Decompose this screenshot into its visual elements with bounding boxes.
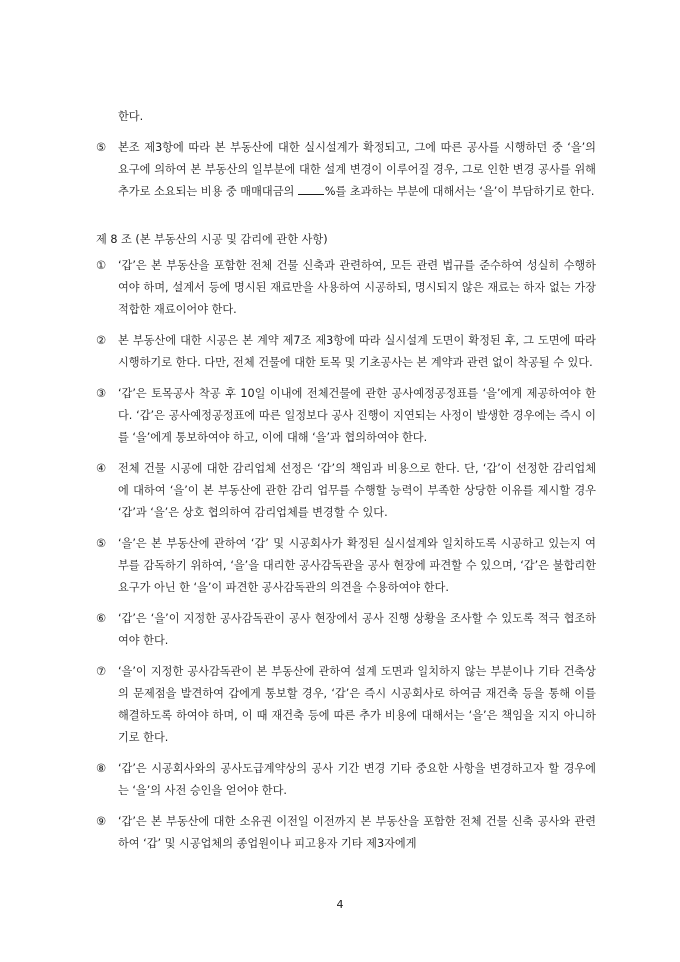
item-number: ② bbox=[96, 334, 107, 347]
item-number: ⑧ bbox=[96, 762, 107, 775]
article-items bbox=[96, 255, 596, 855]
page-content bbox=[96, 106, 596, 855]
item-number: ⑦ bbox=[96, 665, 107, 678]
item-number: ⑨ bbox=[96, 815, 107, 828]
item-text: 전체 건물 시공에 대한 감리업체 선정은 ‘갑’의 책임과 비용으로 한다. 단, ‘갑’이 선정한 감리업체에 대하여 ‘을’이 본 부동산에 관한 감리 업무를 수행할 능력이 부족한 상당한 이유를 제시할 경우 ‘갑’과 ‘을’은 상호 협의하여 감리업체를 변경할 수 있다. bbox=[118, 462, 596, 519]
article-8-item bbox=[96, 758, 596, 802]
article-8-item bbox=[96, 661, 596, 749]
item-text: ‘갑’은 ‘을’이 지정한 공사감독관이 공사 현장에서 공사 진행 상황을 조사할 수 있도록 적극 협조하여야 한다. bbox=[118, 612, 596, 647]
item-text: ‘갑’은 본 부동산을 포함한 전체 건물 신축과 관련하여, 모든 관련 법규를 준수하여 성실히 수행하여야 하며, 설계서 등에 명시된 재료만을 사용하여 시공하되, 명시되지 않은 재료는 하자 없는 가장 적합한 재료이어야 한다. bbox=[118, 259, 596, 316]
item-number: ⑥ bbox=[96, 612, 107, 625]
article-heading: 제 8 조 (본 부동산의 시공 및 감리에 관한 사항) bbox=[96, 233, 328, 246]
item-number: ③ bbox=[96, 387, 107, 400]
item-text: 본 부동산에 대한 시공은 본 계약 제7조 제3항에 따라 실시설계 도면이 확정된 후, 그 도면에 따라 시행하기로 한다. 다만, 전체 건물에 대한 토목 및 기초공사는 본 계약과 관련 없이 착공될 수 있다. bbox=[118, 334, 596, 369]
item-number: ⑤ bbox=[96, 537, 107, 550]
article-8-item bbox=[96, 255, 596, 321]
article-8-item bbox=[96, 458, 596, 524]
item-text: ‘을’이 지정한 공사감독관이 본 부동산에 관하여 설계 도면과 일치하지 않는 부분이나 기타 건축상의 문제점을 발견하여 갑에게 통보할 경우, ‘갑’은 즉시 시공회사로 하여금 재건축 등을 통해 이를 해결하도록 하여야 하며, 이 때 재건축 등에 따른 추가 비용에 대해서는 ‘을’은 책임을 지지 아니하기로 한다. bbox=[118, 665, 596, 744]
item-text: ‘갑’은 시공회사와의 공사도급계약상의 공사 기간 변경 기타 중요한 사항을 변경하고자 할 경우에는 ‘을’의 사전 승인을 얻어야 한다. bbox=[118, 762, 596, 797]
clause-7-item-5 bbox=[96, 137, 596, 203]
item-number: ⑤ bbox=[96, 141, 107, 154]
article-8-item bbox=[96, 811, 596, 855]
continued-text: 한다. bbox=[118, 110, 144, 123]
article-8-item bbox=[96, 533, 596, 599]
article-8-item bbox=[96, 330, 596, 374]
percentage-blank bbox=[298, 182, 324, 195]
item-number: ① bbox=[96, 259, 107, 272]
article-8-item bbox=[96, 383, 596, 449]
item-text: ‘갑’은 토목공사 착공 후 10일 이내에 전체건물에 관한 공사예정공정표를 ‘을’에게 제공하여야 한다. ‘갑’은 공사예정공정표에 따른 일정보다 공사 진행이 지연되는 사정이 발생한 경우에는 즉시 이를 ‘을’에게 통보하여야 하고, 이에 대해 ‘을’과 협의하여야 한다. bbox=[118, 387, 596, 444]
item-text-before-blank: 본조 제3항에 따라 본 부동산에 대한 실시설계가 확정되고, 그에 따른 공사를 시행하던 중 ‘을’의 요구에 의하여 본 부동산의 일부분에 대한 설계 변경이 이루어질 경우, 그로 인한 변경 공사를 위해 추가로 소요되는 비용 중 매매대금의 bbox=[118, 141, 596, 198]
page-number: 4 bbox=[336, 898, 344, 911]
item-number: ④ bbox=[96, 462, 107, 475]
article-8-item bbox=[96, 608, 596, 652]
item-text-after-blank: %를 초과하는 부분에 대해서는 ‘을’이 부담하기로 한다. bbox=[324, 185, 595, 198]
item-text: ‘갑’은 본 부동산에 대한 소유권 이전일 이전까지 본 부동산을 포함한 전체 건물 신축 공사와 관련하여 ‘갑’ 및 시공업체의 종업원이나 피고용자 기타 제3자에게 bbox=[118, 815, 596, 850]
item-text: ‘을’은 본 부동산에 관하여 ‘갑’ 및 시공회사가 확정된 실시설계와 일치하도록 시공하고 있는지 여부를 감독하기 위하여, ‘을’을 대리한 공사감독관을 공사 현장에 파견할 수 있으며, ‘갑’은 불합리한 요구가 아닌 한 ‘을’이 파견한 공사감독관의 의견을 수용하여야 한다. bbox=[118, 537, 596, 594]
